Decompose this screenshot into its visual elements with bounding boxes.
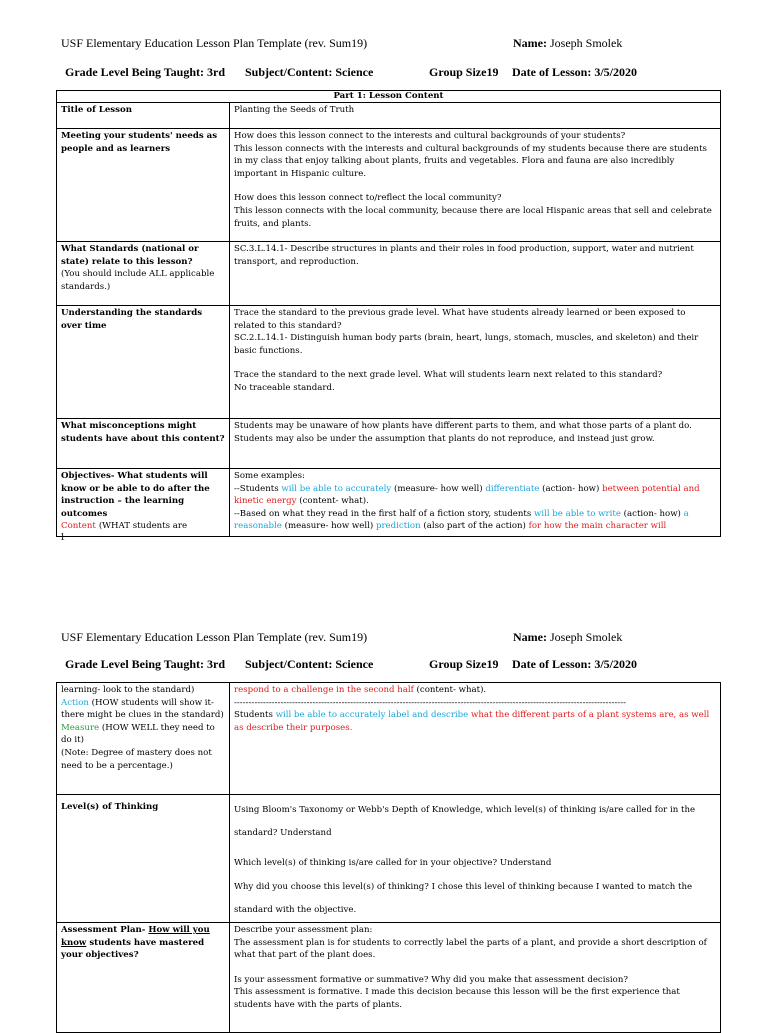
page-header xyxy=(61,36,623,51)
objectives-cell-continued: respond to a challenge in the second half (content- what). --------------------------------------------------------------------------------------------------------------------------------------- Students will be able to accurately label and describe what the different parts of a plant systems are, as well as describe their purposes. xyxy=(230,683,721,795)
teacher-name: Name: Joseph Smolek xyxy=(513,36,623,50)
objectives-cell: Some examples: --Students will be able to accurately (measure- how well) differentiate (action- how) between potential and kinetic energy (content- what). --Based on what they read in the first half of a fiction story, students will be able to write (action- how) a reasonable (measure- how well) prediction (also part of the action) for how the main character will xyxy=(230,469,721,537)
row-label: Level(s) of Thinking xyxy=(57,795,230,923)
meeting-needs-cell: How does this lesson connect to the interests and cultural backgrounds of your students? This lesson connects with the interests and cultural backgrounds of my students because there are students in my class that enjoy talking about plants, fruits and vegetables. Flora and fauna are also incredibly important in Hispanic culture. How does this lesson connect to/reflect the local community? This lesson connects with the local community, because there are local Hispanic areas that sell and celebrate fruits, and plants. xyxy=(230,129,721,242)
lesson-date: Date of Lesson: 3/5/2020 xyxy=(512,657,637,671)
row-label: Title of Lesson xyxy=(57,103,230,129)
lesson-content-table xyxy=(56,90,721,537)
row-label: Meeting your students' needs as people and as learners xyxy=(57,129,230,242)
row-label: Understanding the standards over time xyxy=(57,306,230,419)
row-label: What Standards (national or state) relate to this lesson? (You should include ALL applicable standards.) xyxy=(57,242,230,306)
page-number: 1 xyxy=(60,532,65,543)
row-label: Objectives- What students will know or be able to do after the instruction – the learning outcomes Content (WHAT students are xyxy=(57,469,230,537)
group-size: Group Size19 xyxy=(429,65,499,79)
teacher-name: Name: Joseph Smolek xyxy=(513,630,623,644)
part-title: Part 1: Lesson Content xyxy=(57,91,721,103)
misconceptions-cell: Students may be unaware of how plants have different parts to them, and what those parts of a plant do. Students may also be under the assumption that plants do not reproduce, and instead just grow. xyxy=(230,419,721,469)
row-label: learning- look to the standard) Action (HOW students will show it- there might be clues in the standard) Measure (HOW WELL they need to do it) (Note: Degree of mastery does not need to be a percentage.) xyxy=(57,683,230,795)
template-title: USF Elementary Education Lesson Plan Template (rev. Sum19) xyxy=(61,630,368,644)
lesson-content-table-continued xyxy=(56,682,721,1033)
row-label: What misconceptions might students have about this content? xyxy=(57,419,230,469)
thinking-cell: Using Bloom's Taxonomy or Webb's Depth of Knowledge, which level(s) of thinking is/are called for in the standard? Understand Which level(s) of thinking is/are called for in your objective? Understand Why did you choose this level(s) of thinking? I chose this level of thinking because I wanted to match the standard with the objective. xyxy=(230,795,721,923)
grade-level: Grade Level Being Taught: 3rd xyxy=(65,65,226,79)
template-title: USF Elementary Education Lesson Plan Template (rev. Sum19) xyxy=(61,36,368,50)
subject: Subject/Content: Science xyxy=(245,65,374,79)
lesson-date: Date of Lesson: 3/5/2020 xyxy=(512,65,637,79)
lesson-title-value: Planting the Seeds of Truth xyxy=(230,103,721,129)
group-size: Group Size19 xyxy=(429,657,499,671)
standards-cell: SC.3.L.14.1- Describe structures in plants and their roles in food production, support, water and nutrient transport, and reproduction. xyxy=(230,242,721,306)
grade-level: Grade Level Being Taught: 3rd xyxy=(65,657,226,671)
assessment-cell: Describe your assessment plan: The assessment plan is for students to correctly label the parts of a plant, and provide a short description of what that part of the plant does. Is your assessment formative or summative? Why did you make that assessment decision? This assessment is formative. I made this decision because this lesson will be the first experience that students have with the parts of plants. xyxy=(230,923,721,1033)
row-label: Assessment Plan- How will you know students have mastered your objectives? xyxy=(57,923,230,1033)
subject: Subject/Content: Science xyxy=(245,657,374,671)
page-header xyxy=(61,630,623,645)
understanding-cell: Trace the standard to the previous grade level. What have students already learned or been exposed to related to this standard? SC.2.L.14.1- Distinguish human body parts (brain, heart, lungs, stomach, muscles, and skeleton) and their basic functions. Trace the standard to the next grade level. What will students learn next related to this standard? No traceable standard. xyxy=(230,306,721,419)
